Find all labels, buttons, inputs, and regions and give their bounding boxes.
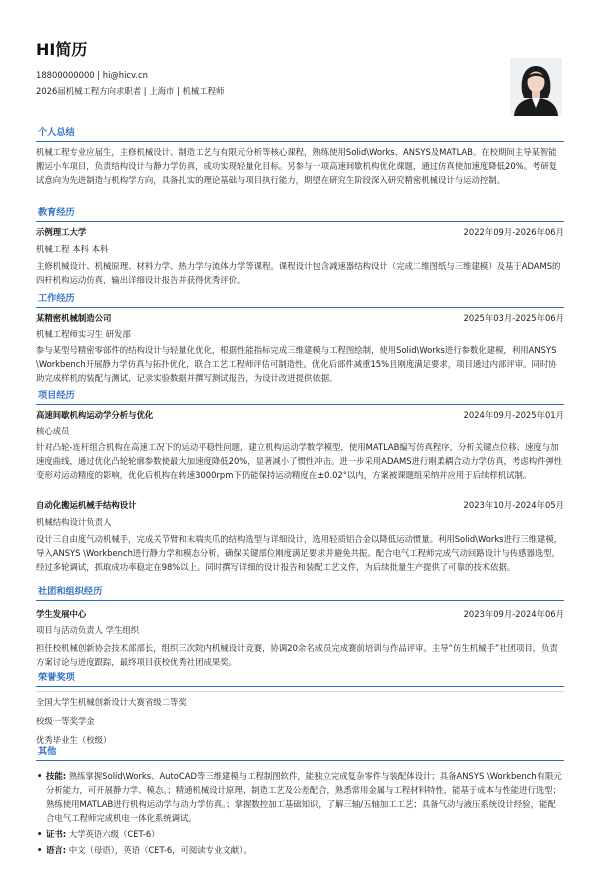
education-section (36, 206, 564, 287)
avatar-photo-icon (510, 58, 562, 116)
resume-name: HI简历 (36, 40, 88, 59)
summary-text: 机械工程专业应届生，主修机械设计、制造工艺与有限元分析等核心课程，熟练使用Solid\Works、ANSYS及MATLAB。在校期间主导某智能搬运小车项目，负责结构设计与静力学仿真，成功实现轻量化目标。另参与一项高速间歇机构优化课题，通过仿真使加速度降低20%。考研复试意向为先进制造与机构学方向，具备扎实的理论基础与项目执行能力，期望在研究生阶段深入研究精密机械设计与运动控制。 (36, 147, 558, 185)
project-date: 2023年10月-2024年05月 (463, 500, 564, 510)
languages-label: 语言: (46, 845, 67, 855)
work-header (36, 311, 564, 325)
project-role: 核心成员 (36, 426, 70, 436)
awards-section (36, 671, 564, 750)
education-title: 教育经历 (38, 207, 75, 218)
section-divider (36, 404, 564, 405)
languages-item (36, 843, 564, 857)
activity-header (36, 607, 564, 621)
section-divider (36, 760, 564, 761)
project-header (36, 498, 564, 512)
activities-section (36, 585, 564, 669)
contact-info: 18800000000 | hi@hicv.cn (36, 70, 148, 80)
project-desc: 设计三自由度气动机械手，完成关节臂和末端夹爪的结构选型与详细设计，选用轻质铝合金以降低运动惯量。利用Solid\Works进行三维建模，导入ANSYS \Workbench进行静力学和模态分析，确保关键部位刚度满足要求并避免共振。配合电气工程师完成气动回路设计与传感器选型，经过多轮调试，抓取成功率稳定在98%以上。同时撰写详细的设计报告和装配工艺文件，为后续批量生产提供了可靠的技术依据。 (36, 534, 563, 572)
work-desc: 参与某型号精密零部件的结构设计与轻量化优化，根据性能指标完成三维建模与工程图绘制，使用Solid\Works进行参数化建模，利用ANSYS \Workbench开展静力学仿真与拓扑优化，联合工艺工程师评估可制造性。优化后部件减重15%且刚度满足要求，项目通过内部评审。同时协助完成样机的装配与测试，记录实验数据并撰写测试报告，为设计改进提供依据。 (36, 345, 557, 383)
work-title: 工作经历 (38, 293, 75, 304)
skills-text: 熟练掌握Solid\Works、AutoCAD等三维建模与工程制图软件，能独立完成复杂零件与装配体设计；具备ANSYS \Workbench有限元分析能力，可开展静力学、模态。；精通机械设计原理、制造工艺及公差配合，熟悉常用金属与工程材料特性，能基于成本与性能进行选型；熟练使用MATLAB进行机构运动学与动力学仿真。；掌握数控加工基础知识，了解三轴/五轴加工工艺；具备气动与液压系统设计经验，能配合电气工程师完成机电一体化系统调试。 (46, 771, 562, 823)
certificates-label: 证书: (46, 829, 67, 839)
org-name: 学生发展中心 (36, 609, 87, 619)
project-date: 2024年09月-2025年01月 (463, 410, 564, 420)
work-date: 2025年03月-2025年06月 (463, 313, 564, 323)
summary-title: 个人总结 (38, 127, 75, 138)
section-divider (36, 221, 564, 222)
activity-desc: 担任校机械创新协会技术部部长，组织三次院内机械设计竞赛，协调20余名成员完成赛前培训与作品评审。主导“仿生机械手”社团项目，负责方案讨论与进度跟踪，最终项目获校优秀社团成果奖。 (36, 643, 558, 667)
certificates-item (36, 827, 564, 841)
education-desc: 主修机械设计、机械原理、材料力学、热力学与流体力学等课程。课程设计包含减速器结构设计（完成二维图纸与三维建模）及基于ADAMS的四杆机构运动仿真，输出详细设计报告并获得优秀评价。 (36, 261, 561, 285)
awards-divider (36, 691, 564, 692)
project-role: 机械结构设计负责人 (36, 517, 112, 527)
activities-title: 社团和组织经历 (38, 586, 103, 597)
projects-title: 项目经历 (38, 390, 75, 401)
award-item: 校级一等奖学金 (36, 716, 95, 726)
education-major: 机械工程 本科 本科 (36, 244, 109, 254)
avatar (510, 58, 562, 116)
section-divider (36, 307, 564, 308)
projects-section (36, 389, 564, 482)
languages-text: 中文（母语），英语（CET-6，可阅读专业文献）。 (66, 845, 252, 855)
awards-title: 荣誉奖项 (38, 672, 75, 683)
education-date: 2022年09月-2026年06月 (463, 227, 564, 237)
section-divider (36, 141, 564, 142)
work-section (36, 292, 564, 385)
project-header (36, 408, 564, 422)
other-title: 其他 (38, 746, 57, 757)
activity-role: 项目与活动负责人 学生组织 (36, 625, 140, 635)
section-divider (36, 686, 564, 687)
job-intent: 2026届机械工程方向求职者 | 上海市 | 机械工程师 (36, 86, 225, 96)
education-header (36, 225, 564, 239)
project-item (36, 498, 564, 574)
other-section (36, 745, 564, 857)
school-name: 示例理工大学 (36, 227, 87, 237)
project-name: 自动化搬运机械手结构设计 (36, 500, 137, 510)
project-name: 高速间歇机构运动学分析与优化 (36, 410, 154, 420)
skills-item (36, 769, 564, 825)
skills-label: 技能: (46, 771, 67, 781)
activity-date: 2023年09月-2024年06月 (463, 609, 564, 619)
summary-section (36, 126, 564, 187)
company-name: 某精密机械制造公司 (36, 313, 112, 323)
certificates-text: 大学英语六级（CET-6） (66, 829, 160, 839)
project-desc: 针对凸轮-连杆组合机构在高速工况下的运动平稳性问题，建立机构运动学数学模型，使用MATLAB编写仿真程序，分析关键点位移、速度与加速度曲线，通过优化凸轮轮廓参数使最大加速度降低20%，显著减小了惯性冲击。进一步采用ADAMS进行刚柔耦合动力学仿真，考虑构件弹性变形对运动精度的影响，优化后机构在转速3000rpm下仍能保持运动精度在±0.02°以内，方案被课题组采纳并应用于后续样机试制。 (36, 442, 563, 480)
award-item: 全国大学生机械创新设计大赛省级二等奖 (36, 697, 187, 707)
section-divider (36, 600, 564, 601)
other-list (36, 769, 564, 857)
work-role: 机械工程师实习生 研发部 (36, 329, 131, 339)
award-item: 优秀毕业生（校级） (36, 735, 112, 745)
